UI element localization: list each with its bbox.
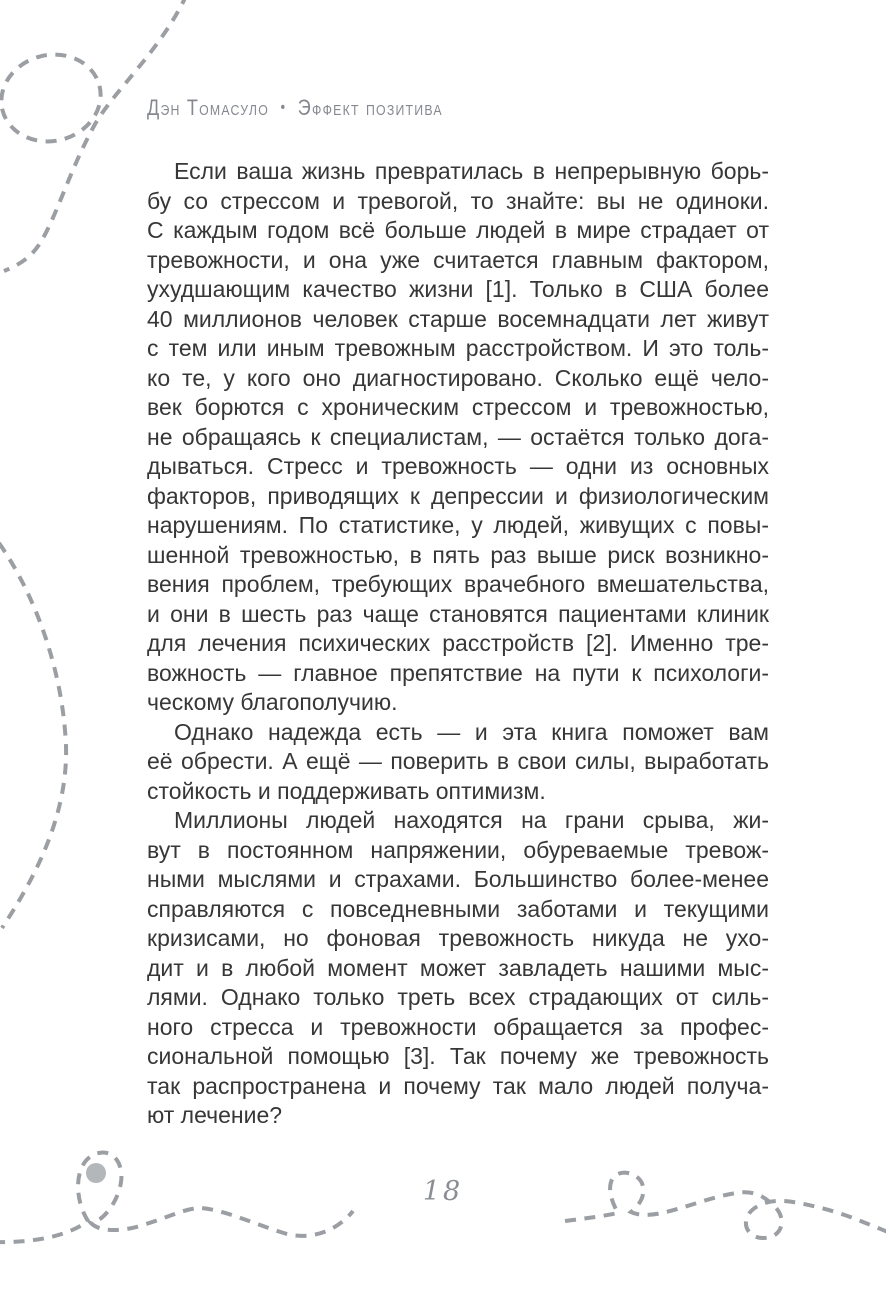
text-line: тревожности, и она уже считается главным фактором, <box>147 246 769 273</box>
header-separator-dot: • <box>280 99 287 116</box>
text-line: Однако надежда есть — и эта книга поможет вам <box>174 718 769 745</box>
text-line: С каждым годом всё больше людей в мире страдает от <box>147 217 769 243</box>
text-line: ют лечение? <box>147 1102 283 1128</box>
text-line: так распространена и почему так мало людей получа- <box>147 1072 769 1099</box>
paragraph <box>147 806 769 1131</box>
text-line: дываться. Стресс и тревожность — одни из основных <box>147 453 769 479</box>
text-line: кризисами, но фоновая тревожность никуда не ухо- <box>147 925 769 951</box>
text-line: Миллионы людей находятся на грани срыва, жи- <box>174 807 769 833</box>
left-arc-doodle <box>0 543 66 928</box>
text-line: шенной тревожностью, в пять раз выше риск возникно- <box>147 541 769 568</box>
text-line: век борются с хроническим стрессом и тревожностью, <box>147 394 769 420</box>
text-line: и они в шесть раз чаще становятся пациентами клиник <box>147 600 769 627</box>
text-line: стойкость и поддерживать оптимизм. <box>147 777 546 804</box>
text-line: нарушениям. По статистике, у людей, живущих с повы- <box>147 512 769 538</box>
paragraph <box>147 157 769 718</box>
header-author: Дэн Томасуло <box>147 95 270 120</box>
text-line: вожность — главное препятствие на пути к психологи- <box>147 659 769 686</box>
text-line: лями. Однако только треть всех страдающих от силь- <box>147 984 769 1010</box>
text-line: Если ваша жизнь превратилась в непрерывную борь- <box>174 158 769 184</box>
text-line: ко те, у кого оно диагностировано. Сколько ещё чело- <box>147 364 769 391</box>
paragraph <box>147 718 769 807</box>
text-line: бу со стрессом и тревогой, то знайте: вы не одиноки. <box>147 187 769 214</box>
text-line: ческому благополучию. <box>147 689 398 715</box>
text-line: факторов, приводящих к депрессии и физиологическим <box>147 482 769 509</box>
text-line: справляются с повседневными заботами и текущими <box>147 895 769 922</box>
text-line: для лечения психических расстройств [2]. Именно тре- <box>147 630 769 656</box>
text-line: 40 миллионов человек старше восемнадцати лет живут <box>147 305 769 332</box>
text-line: ухудшающим качество жизни [1]. Только в США более <box>147 276 769 302</box>
text-line: ными мыслями и страхами. Большинство более-менее <box>147 866 769 892</box>
text-line: сиональной помощью [3]. Так почему же тревожность <box>147 1043 769 1069</box>
header-book-title: Эффект позитива <box>297 95 443 120</box>
text-line: дит и в любой момент может завладеть нашими мыс- <box>147 954 769 981</box>
text-line: с тем или иным тревожным расстройством. И это толь- <box>147 335 769 361</box>
running-header <box>147 95 443 121</box>
text-line: не обращаясь к специалистам, — остаётся только дога- <box>147 423 769 450</box>
text-line: вут в постоянном напряжении, обуреваемые тревож- <box>147 836 769 863</box>
text-line: ного стресса и тревожности обращается за профес- <box>147 1013 769 1040</box>
top-left-loop-doodle <box>0 44 110 152</box>
text-line: её обрести. А ещё — поверить в свои силы, выработать <box>147 748 769 774</box>
text-line: вения проблем, требующих врачебного вмешательства, <box>147 571 769 597</box>
page-number: 18 <box>422 1176 464 1207</box>
body-text <box>147 157 769 1131</box>
